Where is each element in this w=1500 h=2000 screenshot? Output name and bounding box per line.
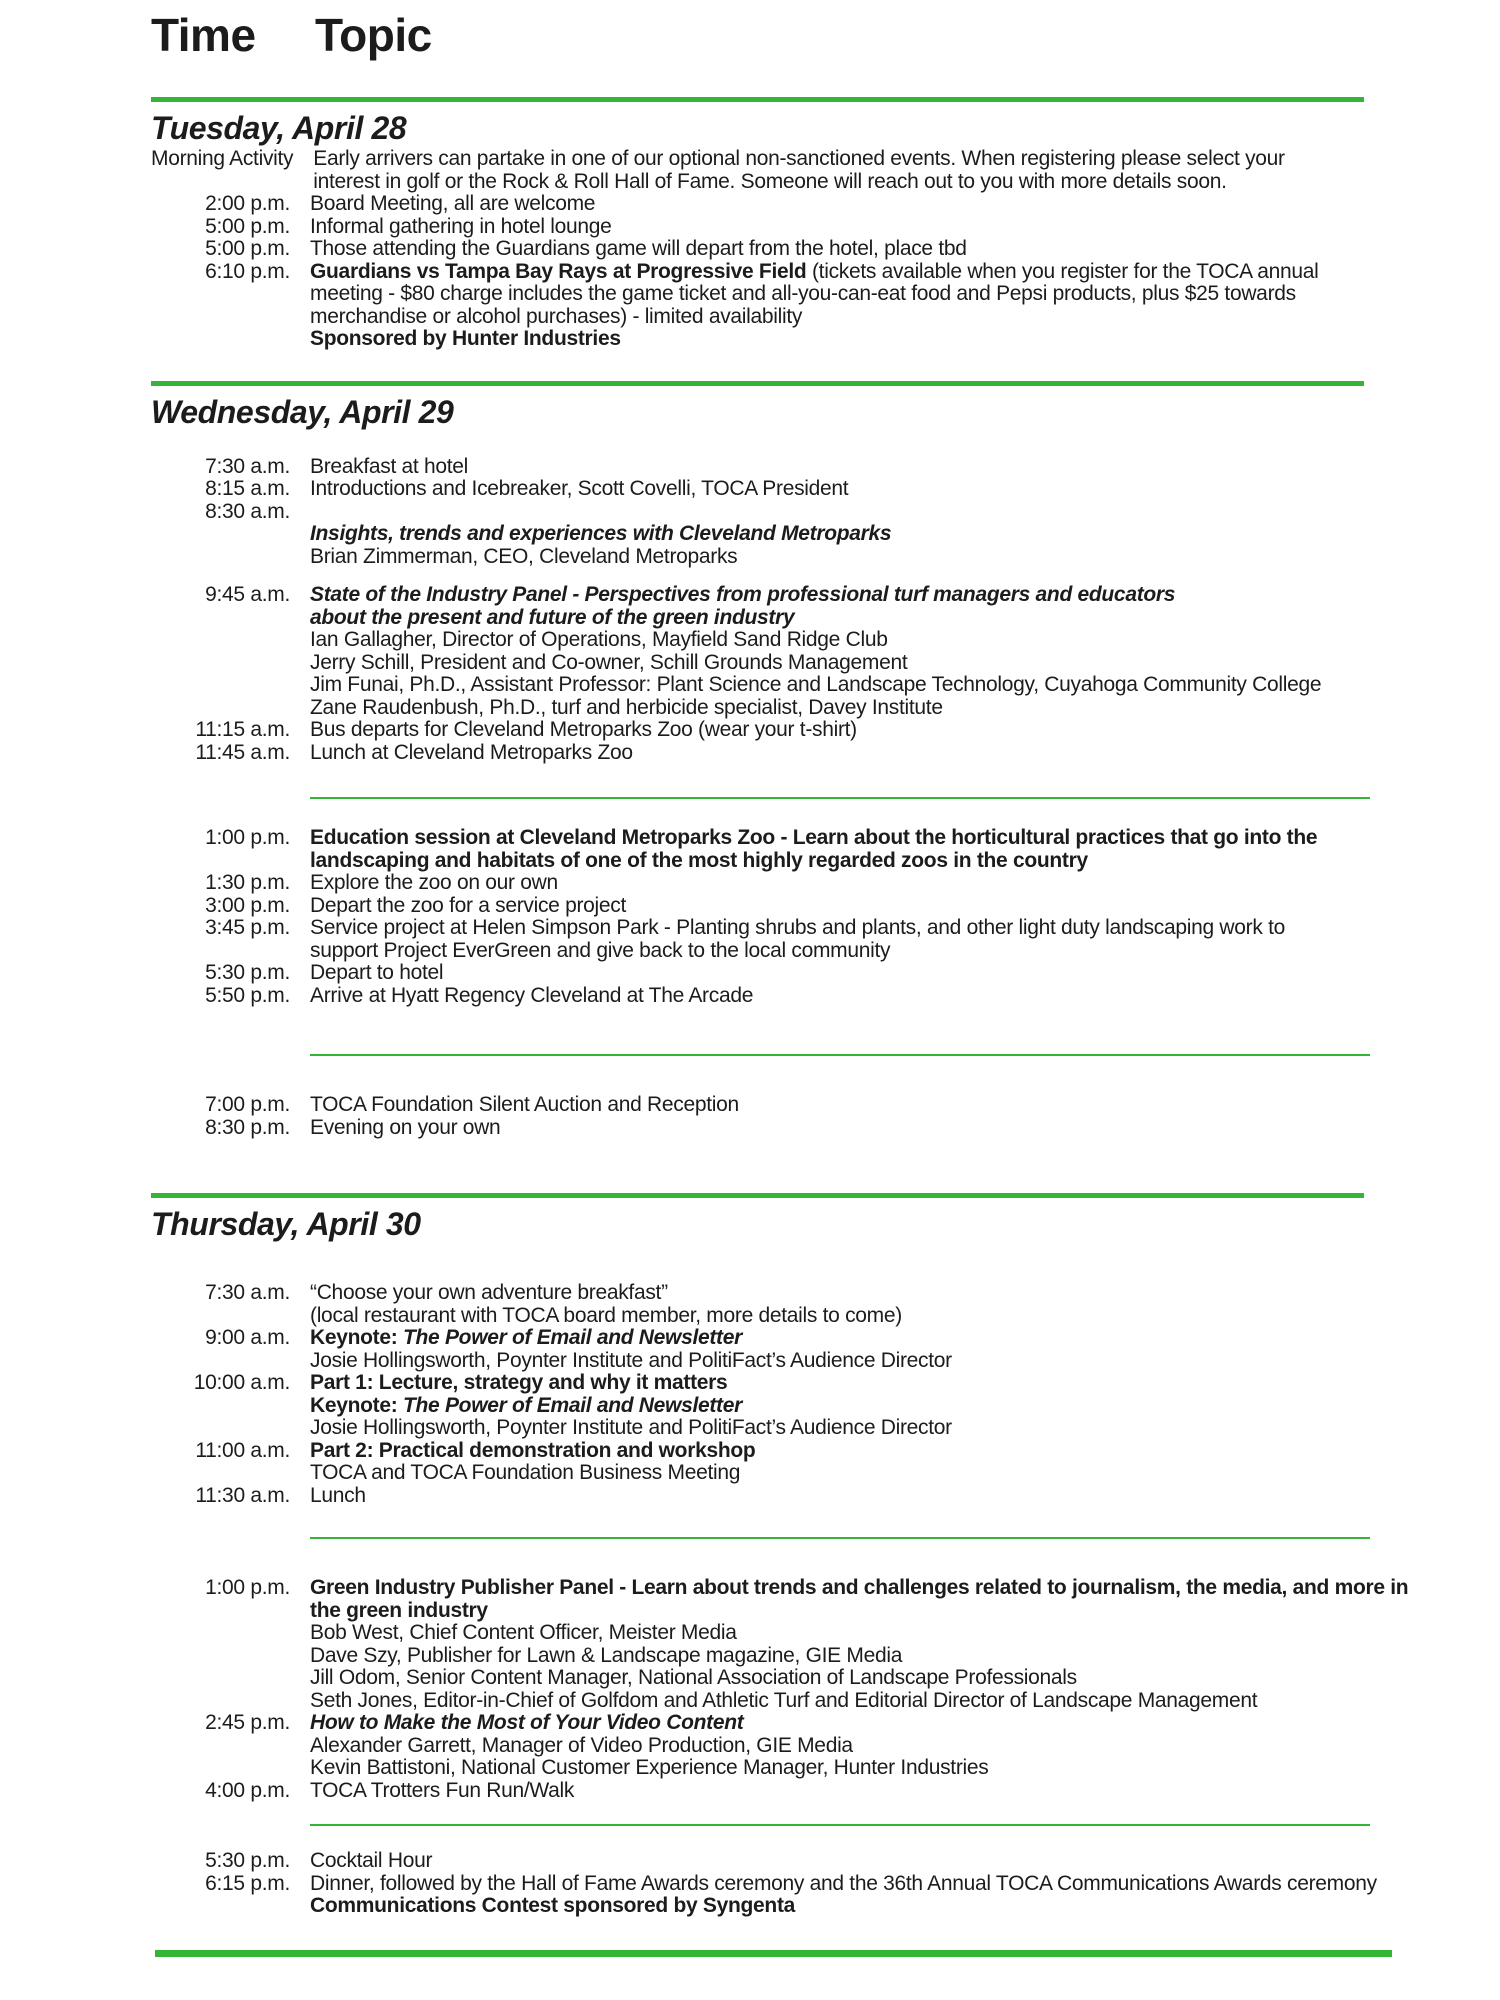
text-segment: Seth Jones, Editor-in-Chief of Golfdom and Athletic Turf and Editorial Director of Landscape Management	[310, 1688, 1258, 1712]
text-segment: support Project EverGreen and give back to the local community	[310, 938, 891, 962]
topic-cell	[310, 456, 1470, 479]
topic-line	[310, 261, 1470, 284]
topic-line	[310, 1895, 1470, 1918]
text-segment: Part 1: Lecture, strategy and why it matters	[310, 1371, 728, 1394]
row-gap	[151, 764, 1500, 797]
topic-cell	[310, 238, 1470, 261]
text-segment: Evening on your own	[310, 1115, 501, 1139]
text-segment: Josie Hollingsworth, Poynter Institute and PolitiFact’s Audience Director	[310, 1348, 952, 1372]
row-gap	[151, 568, 1500, 584]
text-segment: Keynote:	[310, 1393, 403, 1417]
text-segment: Arrive at Hyatt Regency Cleveland at The Arcade	[310, 983, 754, 1007]
topic-line	[310, 742, 1470, 765]
topic-line	[310, 1622, 1470, 1645]
text-segment: TOCA and TOCA Foundation Business Meeting	[310, 1461, 741, 1484]
time-cell: 11:00 a.m.	[195, 1438, 290, 1462]
schedule-row	[151, 1712, 1500, 1780]
text-segment: Cocktail Hour	[310, 1849, 433, 1872]
text-segment: Depart to hotel	[310, 961, 444, 984]
topic-cell	[310, 216, 1470, 239]
time-cell: 7:30 a.m.	[205, 454, 290, 478]
topic-line	[310, 719, 1470, 742]
day-title: Tuesday, April 28	[151, 110, 407, 146]
text-segment: TOCA Trotters Fun Run/Walk	[310, 1778, 575, 1802]
section-rule	[151, 97, 1364, 102]
topic-line	[310, 546, 1470, 569]
topic-cell	[310, 719, 1470, 742]
text-segment: Education session at Cleveland Metroparks Zoo - Learn about the horticultural practices that go into the	[310, 826, 1318, 849]
text-segment: Keynote:	[310, 1326, 403, 1349]
text-segment: (local restaurant with TOCA board member, more details to come)	[310, 1303, 902, 1327]
text-segment: Informal gathering in hotel lounge	[310, 214, 612, 238]
row-gap	[151, 430, 1500, 456]
schedule-row	[151, 238, 1500, 261]
time-cell: 9:45 a.m.	[205, 583, 290, 606]
row-gap	[151, 1139, 1500, 1193]
topic-cell	[310, 1440, 1470, 1485]
row-gap	[151, 1242, 1500, 1282]
row-gap	[151, 1507, 1500, 1537]
topic-line	[310, 1372, 1470, 1395]
topic-line	[310, 1395, 1470, 1418]
schedule-row	[151, 261, 1500, 351]
topic-cell	[310, 917, 1470, 962]
text-segment: landscaping and habitats of one of the most highly regarded zoos in the country	[310, 848, 1088, 872]
time-cell: 5:30 p.m.	[205, 1849, 290, 1872]
topic-line	[310, 584, 1470, 607]
topic-line	[310, 1712, 1470, 1735]
topic-line	[310, 985, 1470, 1008]
text-segment: Zane Raudenbush, Ph.D., turf and herbicide specialist, Davey Institute	[310, 695, 943, 719]
topic-line	[310, 306, 1470, 329]
topic-line	[310, 1094, 1470, 1117]
row-gap	[151, 1826, 1500, 1850]
time-cell: 11:15 a.m.	[195, 718, 290, 741]
topic-line	[313, 171, 1473, 194]
text-segment: Communications Contest sponsored by Syngenta	[310, 1894, 796, 1917]
text-segment: How to Make the Most of Your Video Content	[310, 1711, 744, 1734]
topic-cell	[310, 193, 1470, 216]
schedule-row	[151, 1327, 1500, 1372]
topic-line	[310, 872, 1470, 895]
schedule-row	[151, 1282, 1500, 1327]
schedule-row	[151, 917, 1500, 962]
text-segment: Bus departs for Cleveland Metroparks Zoo (wear your t-shirt)	[310, 718, 857, 741]
topic-cell	[310, 827, 1470, 872]
topic-line	[310, 917, 1470, 940]
topic-line	[313, 148, 1473, 171]
day-title: Thursday, April 30	[151, 1206, 421, 1242]
schedule-row	[151, 1372, 1500, 1440]
topic-line	[310, 1873, 1470, 1896]
schedule-row	[151, 985, 1500, 1008]
topic-cell	[310, 985, 1470, 1008]
text-segment: Bob West, Chief Content Officer, Meister Media	[310, 1621, 737, 1644]
schedule-row	[151, 456, 1500, 479]
schedule-row	[151, 478, 1500, 501]
topic-cell	[310, 1327, 1470, 1372]
time-cell: 1:00 p.m.	[205, 1576, 290, 1599]
time-cell: 8:30 p.m.	[205, 1115, 290, 1139]
schedule-row	[151, 962, 1500, 985]
schedule-row	[151, 193, 1500, 216]
topic-line	[310, 1282, 1470, 1305]
section-rule	[151, 381, 1364, 386]
time-cell: 6:15 p.m.	[205, 1871, 290, 1895]
time-cell: 9:00 a.m.	[205, 1326, 290, 1349]
topic-line	[310, 523, 1470, 546]
time-cell: 11:30 a.m.	[195, 1483, 290, 1507]
topic-line	[310, 193, 1470, 216]
topic-line	[310, 238, 1470, 261]
topic-line	[310, 1757, 1470, 1780]
time-cell: 3:45 p.m.	[205, 916, 290, 939]
time-cell: 6:10 p.m.	[205, 259, 290, 283]
text-segment: Jim Funai, Ph.D., Assistant Professor: Plant Science and Landscape Technology, Cuyahoga Community College	[310, 673, 1322, 696]
text-segment: Ian Gallagher, Director of Operations, Mayfield Sand Ridge Club	[310, 628, 888, 651]
text-segment: State of the Industry Panel - Perspectives from professional turf managers and educators	[310, 583, 1176, 606]
topic-cell	[310, 962, 1470, 985]
time-cell: 2:00 p.m.	[205, 192, 290, 215]
schedule-row	[151, 719, 1500, 742]
text-segment: Sponsored by Hunter Industries	[310, 327, 621, 350]
topic-line	[310, 216, 1470, 239]
topic-cell	[310, 1282, 1470, 1327]
text-segment: Service project at Helen Simpson Park - Planting shrubs and plants, and other light duty landscaping work to	[310, 916, 1285, 939]
text-segment: Guardians vs Tampa Bay Rays at Progressive Field	[310, 259, 807, 283]
time-cell: 1:30 p.m.	[205, 871, 290, 894]
text-segment: Those attending the Guardians game will depart from the hotel, place tbd	[310, 237, 967, 260]
topic-line	[310, 1462, 1470, 1485]
topic-line	[310, 827, 1470, 850]
topic-line	[310, 1735, 1470, 1758]
schedule-row	[151, 872, 1500, 895]
table-header	[151, 8, 1500, 62]
schedule-row	[151, 1094, 1500, 1117]
time-cell: 5:50 p.m.	[205, 983, 290, 1007]
topic-line	[310, 940, 1470, 963]
day-section	[151, 381, 1500, 1194]
topic-line	[310, 1305, 1470, 1328]
topic-line	[310, 478, 1470, 501]
topic-line	[310, 1667, 1470, 1690]
text-segment: Board Meeting, all are welcome	[310, 192, 596, 215]
topic-cell	[310, 1485, 1470, 1508]
text-segment: Jerry Schill, President and Co-owner, Schill Grounds Management	[310, 650, 908, 674]
text-segment: the green industry	[310, 1598, 488, 1622]
time-cell: 5:00 p.m.	[205, 214, 290, 238]
topic-line	[310, 674, 1470, 697]
time-cell: 4:00 p.m.	[205, 1778, 290, 1802]
schedule-row	[151, 742, 1500, 765]
topic-line	[310, 607, 1470, 630]
row-gap	[151, 1802, 1500, 1824]
topic-line	[310, 652, 1470, 675]
topic-line	[310, 962, 1470, 985]
topic-line	[310, 1350, 1470, 1373]
text-segment: TOCA Foundation Silent Auction and Reception	[310, 1093, 739, 1116]
topic-cell	[310, 501, 1470, 569]
text-segment: The Power of Email and Newsletter	[402, 1326, 743, 1349]
row-gap	[151, 1539, 1500, 1577]
text-segment: Lunch at Cleveland Metroparks Zoo	[310, 740, 633, 764]
time-cell: 8:30 a.m.	[205, 499, 290, 523]
topic-line	[310, 1485, 1470, 1508]
time-cell: 7:30 a.m.	[205, 1281, 290, 1304]
text-segment: Insights, trends and experiences with Cleveland Metroparks	[310, 522, 892, 545]
topic-cell	[310, 261, 1470, 351]
topic-line	[310, 328, 1470, 351]
text-segment: merchandise or alcohol purchases) - limited availability	[310, 304, 803, 328]
topic-line	[310, 1577, 1470, 1600]
text-segment: Jill Odom, Senior Content Manager, National Association of Landscape Professionals	[310, 1666, 1077, 1689]
text-segment: Brian Zimmerman, CEO, Cleveland Metroparks	[310, 544, 738, 568]
topic-line	[310, 1850, 1470, 1873]
text-segment: Explore the zoo on our own	[310, 871, 558, 894]
topic-line	[310, 283, 1470, 306]
text-segment: Kevin Battistoni, National Customer Experience Manager, Hunter Industries	[310, 1756, 989, 1779]
time-cell: 1:00 p.m.	[205, 826, 290, 849]
topic-line	[310, 1327, 1470, 1350]
topic-line	[310, 629, 1470, 652]
schedule-row	[151, 1117, 1500, 1140]
time-cell: 5:00 p.m.	[205, 237, 290, 260]
time-cell: 2:45 p.m.	[205, 1711, 290, 1734]
text-segment: The Power of Email and Newsletter	[402, 1393, 743, 1417]
text-segment: meeting - $80 charge includes the game ticket and all-you-can-eat food and Pepsi products, plus $25 towards	[310, 282, 1296, 305]
topic-cell	[310, 1094, 1470, 1117]
row-gap	[151, 351, 1500, 381]
schedule-row	[151, 148, 1500, 193]
schedule-row	[151, 1780, 1500, 1803]
topic-cell	[310, 872, 1470, 895]
topic-line	[310, 1780, 1470, 1803]
day-section	[151, 1193, 1500, 1918]
topic-line	[310, 1440, 1470, 1463]
text-segment: Dinner, followed by the Hall of Fame Awards ceremony and the 36th Annual TOCA Communications Awards ceremony	[310, 1871, 1377, 1895]
text-segment: Early arrivers can partake in one of our optional non-sanctioned events. When registering please select your	[313, 147, 1285, 170]
time-cell: Morning Activity	[151, 147, 294, 170]
topic-cell	[310, 584, 1470, 719]
topic-cell	[310, 895, 1470, 918]
text-segment: Alexander Garrett, Manager of Video Production, GIE Media	[310, 1733, 853, 1757]
day-section	[151, 97, 1500, 381]
text-segment: about the present and future of the green industry	[310, 605, 795, 629]
time-cell: 8:15 a.m.	[205, 477, 290, 500]
text-segment: Depart the zoo for a service project	[310, 893, 627, 917]
topic-column-header: Topic	[315, 9, 432, 61]
time-cell: 11:45 a.m.	[195, 740, 290, 764]
text-segment: Dave Szy, Publisher for Lawn & Landscape magazine, GIE Media	[310, 1643, 903, 1667]
topic-line	[310, 1117, 1470, 1140]
schedule-row	[151, 1850, 1500, 1873]
bottom-rule	[155, 1950, 1392, 1957]
row-gap	[151, 1007, 1500, 1054]
schedule-days	[151, 97, 1500, 1918]
text-segment: “Choose your own adventure breakfast”	[310, 1281, 668, 1304]
topic-cell	[310, 1850, 1470, 1873]
topic-line	[310, 1600, 1470, 1623]
topic-cell	[310, 1117, 1470, 1140]
topic-line	[310, 850, 1470, 873]
schedule-row	[151, 827, 1500, 872]
schedule-row	[151, 216, 1500, 239]
time-column-header: Time	[151, 9, 256, 61]
topic-cell	[310, 1712, 1470, 1780]
topic-cell	[310, 478, 1470, 501]
text-segment: Introductions and Icebreaker, Scott Covelli, TOCA President	[310, 477, 849, 500]
topic-line	[310, 456, 1470, 479]
time-cell: 10:00 a.m.	[193, 1371, 290, 1394]
topic-line	[310, 697, 1470, 720]
topic-line	[310, 1645, 1470, 1668]
topic-cell	[310, 742, 1470, 765]
time-cell: 7:00 p.m.	[205, 1093, 290, 1116]
topic-line	[310, 895, 1470, 918]
text-segment: interest in golf or the Rock & Roll Hall of Fame. Someone will reach out to you with more details soon.	[313, 169, 1227, 193]
schedule-row	[151, 1577, 1500, 1712]
topic-cell	[310, 1780, 1470, 1803]
schedule-row	[151, 1485, 1500, 1508]
time-cell: 3:00 p.m.	[205, 893, 290, 917]
schedule-row	[151, 584, 1500, 719]
section-rule	[151, 1193, 1364, 1198]
topic-cell	[313, 148, 1473, 193]
row-gap	[151, 799, 1500, 827]
topic-line	[310, 501, 1470, 524]
schedule-row	[151, 895, 1500, 918]
row-gap	[151, 1056, 1500, 1094]
time-cell: 5:30 p.m.	[205, 961, 290, 984]
schedule-row	[151, 1873, 1500, 1918]
day-title: Wednesday, April 29	[151, 393, 454, 430]
topic-line	[310, 1417, 1470, 1440]
topic-cell	[310, 1372, 1470, 1440]
text-segment: Josie Hollingsworth, Poynter Institute and PolitiFact’s Audience Director	[310, 1416, 952, 1439]
schedule-row	[151, 1440, 1500, 1485]
topic-cell	[310, 1577, 1470, 1712]
text-segment: Breakfast at hotel	[310, 454, 469, 478]
topic-cell	[310, 1873, 1470, 1918]
text-segment: (tickets available when you register for the TOCA annual	[806, 259, 1319, 283]
schedule-row	[151, 501, 1500, 569]
text-segment: Lunch	[310, 1483, 366, 1507]
text-segment: Part 2: Practical demonstration and workshop	[310, 1438, 756, 1462]
topic-line	[310, 1690, 1470, 1713]
text-segment: Green Industry Publisher Panel - Learn about trends and challenges related to journalism, the media, and more in	[310, 1576, 1409, 1599]
